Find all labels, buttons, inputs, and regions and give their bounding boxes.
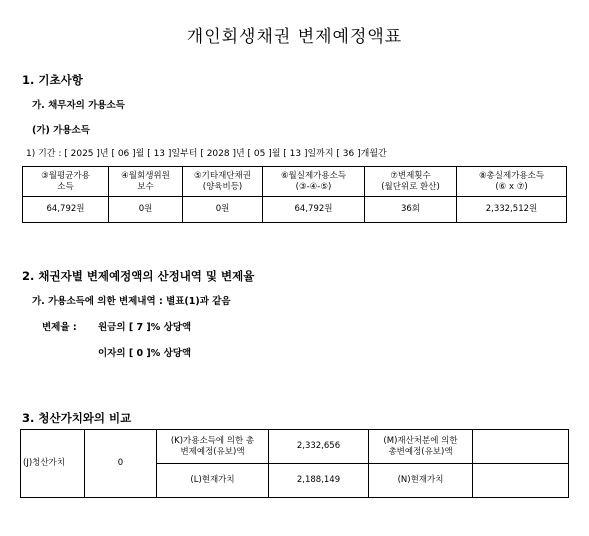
liquidation-label: (J)청산가치 — [21, 430, 85, 498]
income-table — [22, 166, 567, 223]
income-table-header-row — [23, 167, 567, 197]
m-value — [473, 430, 569, 464]
value-monthly-actual: 64,792원 — [263, 197, 365, 223]
page-title: 개인회생채권 변제예정액표 — [186, 27, 403, 47]
income-table-value-row — [23, 197, 567, 223]
period-text: 1) 기간 : [ 2025 ]년 [ 06 ]월 [ 13 ]일부터 [ 2028 ]년 [ 05 ]월 [ 13 ]일까지 [ 36 ]개월간 — [26, 149, 387, 159]
value-other-claims: 0원 — [183, 197, 263, 223]
section1-sub-a1: (가) 가용소득 — [32, 125, 90, 136]
value-total-actual: 2,332,512원 — [457, 197, 567, 223]
section1-sub-a: 가. 채무자의 가용소득 — [32, 100, 125, 111]
section2-heading: 2. 채권자별 변제예정액의 산정내역 및 변제율 — [22, 269, 255, 283]
section2-sub-a: 가. 가용소득에 의한 변제내역 : 별표(1)과 같음 — [32, 296, 231, 307]
n-value — [473, 464, 569, 498]
liquidation-value: 0 — [85, 430, 157, 498]
k-value: 2,332,656 — [269, 430, 369, 464]
m-label: (M)재산처분에 의한 총변예정(유보)액 — [369, 430, 473, 464]
rate-label: 변제율 : — [42, 322, 77, 333]
value-trustee-fee: 0원 — [109, 197, 183, 223]
k-label: (K)가용소득에 의한 총 변제예정(유보)액 — [157, 430, 269, 464]
header-trustee-fee: ④월회생위원 보수 — [109, 167, 183, 197]
interest-rate: 이자의 [ 0 ]% 상당액 — [98, 348, 192, 359]
liquidation-table — [20, 429, 569, 498]
header-other-claims: ⑤기타재단채권 (양육비등) — [183, 167, 263, 197]
value-avg-income: 64,792원 — [23, 197, 109, 223]
header-avg-income: ③월평균가용 소득 — [23, 167, 109, 197]
section1-heading: 1. 기초사항 — [22, 73, 83, 87]
header-payment-count: ⑦변제횟수 (월단위로 환산) — [365, 167, 457, 197]
n-label: (N)현재가치 — [369, 464, 473, 498]
l-value: 2,188,149 — [269, 464, 369, 498]
liquidation-row-1 — [21, 430, 569, 464]
section3-heading: 3. 청산가치와의 비교 — [22, 411, 132, 425]
value-payment-count: 36회 — [365, 197, 457, 223]
l-label: (L)현재가치 — [157, 464, 269, 498]
header-monthly-actual: ⑥월실제가용소득 (③-④-⑤) — [263, 167, 365, 197]
header-total-actual: ⑧총실제가용소득 (⑥ x ⑦) — [457, 167, 567, 197]
principal-rate: 원금의 [ 7 ]% 상당액 — [98, 322, 192, 333]
